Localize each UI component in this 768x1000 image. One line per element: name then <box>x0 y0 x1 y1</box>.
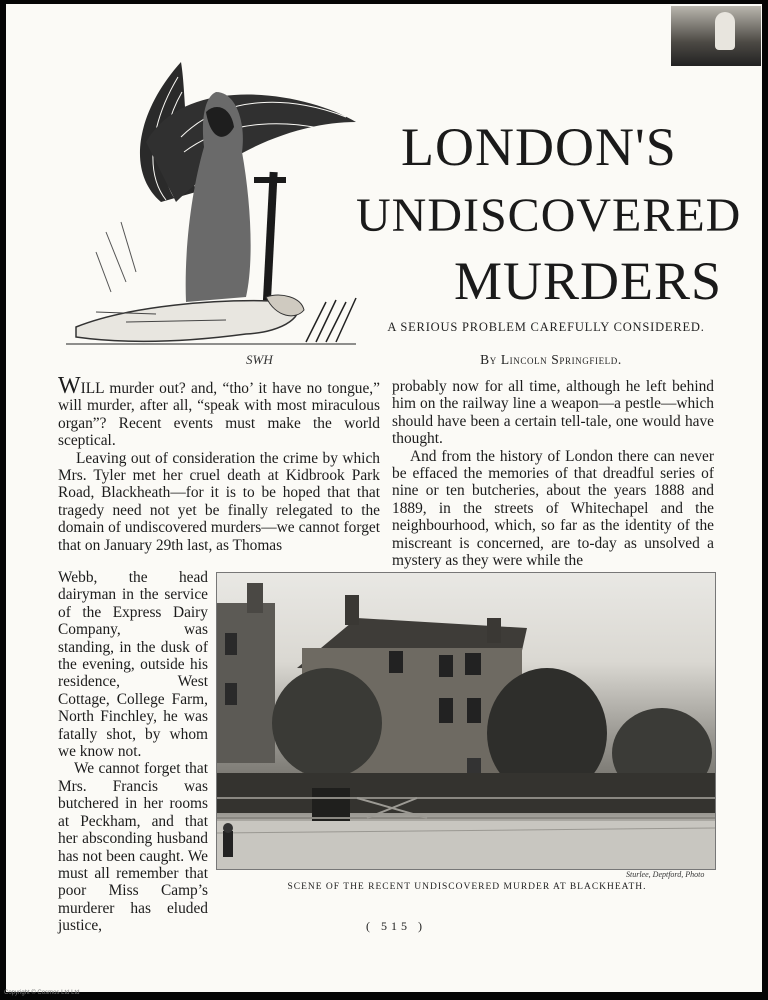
col1-paragraph-4: We cannot forget that Mrs. Francis was butchered in her rooms at Peckham, and that her absconding husband has not been caught. We must all remember that poor Miss Camp’s murderer has eluded justice, <box>58 760 208 935</box>
drop-cap: W <box>58 373 81 399</box>
column-1-upper <box>58 373 380 554</box>
illustration-signature: SWH <box>246 352 273 367</box>
col2-paragraph-1: probably now for all time, although he left behind him on the railway line a weapon—a pestle—which should have been a certain tell-tale, one would have thought. <box>392 378 714 448</box>
page-number: ( 515 ) <box>366 919 426 933</box>
title-line-2: UNDISCOVERED <box>356 189 742 242</box>
title-line-3: MURDERS <box>454 251 723 311</box>
col1-paragraph-3: Webb, the head dairyman in the service of the Express Dairy Company, was standing, in the dusk of the evening, outside his residence, West Cottage, College Farm, North Finchley, he was fatally shot, by whom we know not. <box>58 569 208 761</box>
copyright-notice: Copyright © Cosmos Ltd Ltd <box>4 990 80 996</box>
title-line-1: LONDON'S <box>401 117 677 177</box>
article-subtitle: A SERIOUS PROBLEM CAREFULLY CONSIDERED. <box>387 320 705 334</box>
corner-thumbnail-image <box>671 6 761 66</box>
column-2 <box>392 378 714 569</box>
photo-caption: SCENE OF THE RECENT UNDISCOVERED MURDER AT BLACKHEATH. <box>287 882 647 892</box>
photo-credit: Sturlee, Deptford, Photo <box>626 870 705 879</box>
col2-paragraph-2: And from the history of London there can never be effaced the memories of that dreadful series of nine or ten butcheries, about the years 1888 and 1889, in the streets of Whitechapel and the neighbourhood, which, so far as the identity of the miscreant is concerned, are to-day as unsolved a mystery as they were while the <box>392 447 714 570</box>
angel-illustration <box>66 52 366 372</box>
col1-paragraph-1: ILL murder out? and, “tho’ it have no tongue,” will murder, after all, “speak with most miraculous organ”? Recent events must make the world sceptical. <box>58 380 380 450</box>
column-1-lower <box>58 569 208 935</box>
article-byline: By Lincoln Springfield. <box>480 352 622 367</box>
magazine-page <box>6 4 762 992</box>
blackheath-house-photo <box>216 572 716 870</box>
col1-paragraph-2: Leaving out of consideration the crime by which Mrs. Tyler met her cruel death at Kidbrook Park Road, Blackheath—for it is to be hoped that that tragedy need not yet be finally relegated to the domain of undiscovered murders—we cannot forget that on January 29th last, as Thomas <box>58 449 380 554</box>
